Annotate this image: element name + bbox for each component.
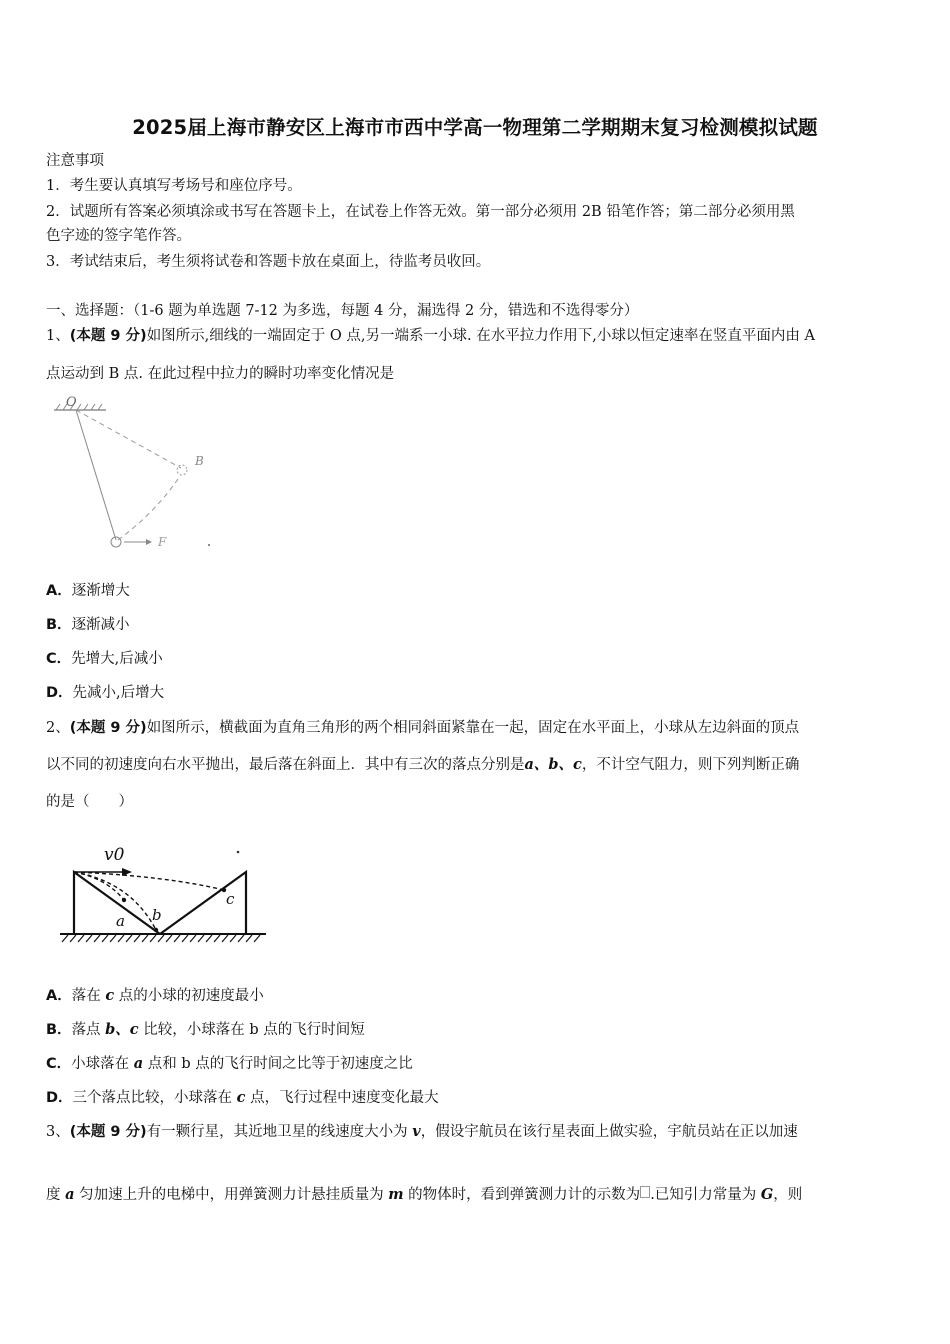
point-b [154,928,158,932]
q1-option-d: D．先减小,后增大 [46,685,165,701]
string-line [76,410,116,540]
missing-formula-icon [640,1186,650,1198]
notice-item-2-cont: 色字迹的签字笔作答。 [46,228,191,244]
arc-path [118,476,180,540]
v0-label: v0 [104,845,125,865]
q1-option-a: A．逐渐增大 [46,583,130,599]
q1-number: 1、 [46,328,70,344]
point-b-label: B [195,454,204,468]
q1-pendulum-figure [46,392,226,552]
string-dashed [76,410,181,468]
force-f-label: F [158,535,167,549]
notice-item-1: 1．考生要认真填写考场号和座位序号。 [46,178,302,194]
force-arrowhead [146,539,152,545]
q2-option-b: B．落点 b、c 比较，小球落在 b 点的飞行时间短 [46,1021,365,1038]
label-b: b [152,906,162,924]
q2-option-c: C．小球落在 a 点和 b 点的飞行时间之比等于初速度之比 [46,1055,413,1072]
q1-tag: (本题 9 分) [69,328,147,344]
q3-stem-line2: 度 a 匀加速上升的电梯中，用弹簧测力计悬挂质量为 m 的物体时，看到弹簧测力计的示数为 .已知引力常量为 G，则 [46,1186,803,1203]
q2-stem-line3: 的是（ ） [46,794,133,810]
q1-stem-line1 [46,325,908,347]
q3-stem-line1: 3、(本题 9 分)有一颗行星，其近地卫星的线速度大小为 v，假设宇航员在该行星表面上做实验，宇航员站在正以加速 [46,1123,798,1140]
q2-option-a: A．落在 c 点的小球的初速度最小 [46,987,264,1004]
q2-incline-figure [56,838,271,948]
q1-text1: 如图所示,细线的一端固定于 O 点,另一端系一小球. 在水平拉力作用下,小球以恒定速率在竖直平面内由 A [146,328,815,344]
page-title: 2025届上海市静安区上海市市西中学高一物理第二学期期末复习检测模拟试题 [132,116,818,139]
notice-item-2: 2．试题所有答案必须填涂或书写在答题卡上，在试卷上作答无效。第一部分必须用 2B 铅笔作答；第二部分必须用黑 [46,204,795,220]
q2-option-d: D．三个落点比较，小球落在 c 点，飞行过程中速度变化最大 [46,1089,439,1106]
q1-option-b: B．逐渐减小 [46,617,130,633]
point-a [122,898,126,902]
q1-option-c: C．先增大,后减小 [46,651,163,667]
section-heading: 一、选择题：（1-6 题为单选题 7-12 为多选，每题 4 分，漏选得 2 分，错选和不选得零分） [46,303,639,319]
label-c: c [226,890,235,908]
notice-item-3: 3．考试结束后，考生须将试卷和答题卡放在桌面上，待监考员收回。 [46,254,491,270]
point-o-label: O [66,395,77,410]
ground-hatch [62,935,260,942]
q2-stem-line2: 以不同的初速度向右水平抛出，最后落在斜面上．其中有三次的落点分别是a、b、c，不计空气阻力，则下列判断正确 [46,756,800,773]
q1-stem-line2: 点运动到 B 点. 在此过程中拉力的瞬时功率变化情况是 [46,366,395,382]
notice-heading: 注意事项 [46,153,104,169]
ceiling-hatch [56,404,102,410]
label-a: a [116,912,125,930]
q2-stem-line1: 2、(本题 9 分)如图所示，横截面为直角三角形的两个相同斜面紧靠在一起，固定在水平面上，小球从左边斜面的顶点 [46,720,800,736]
